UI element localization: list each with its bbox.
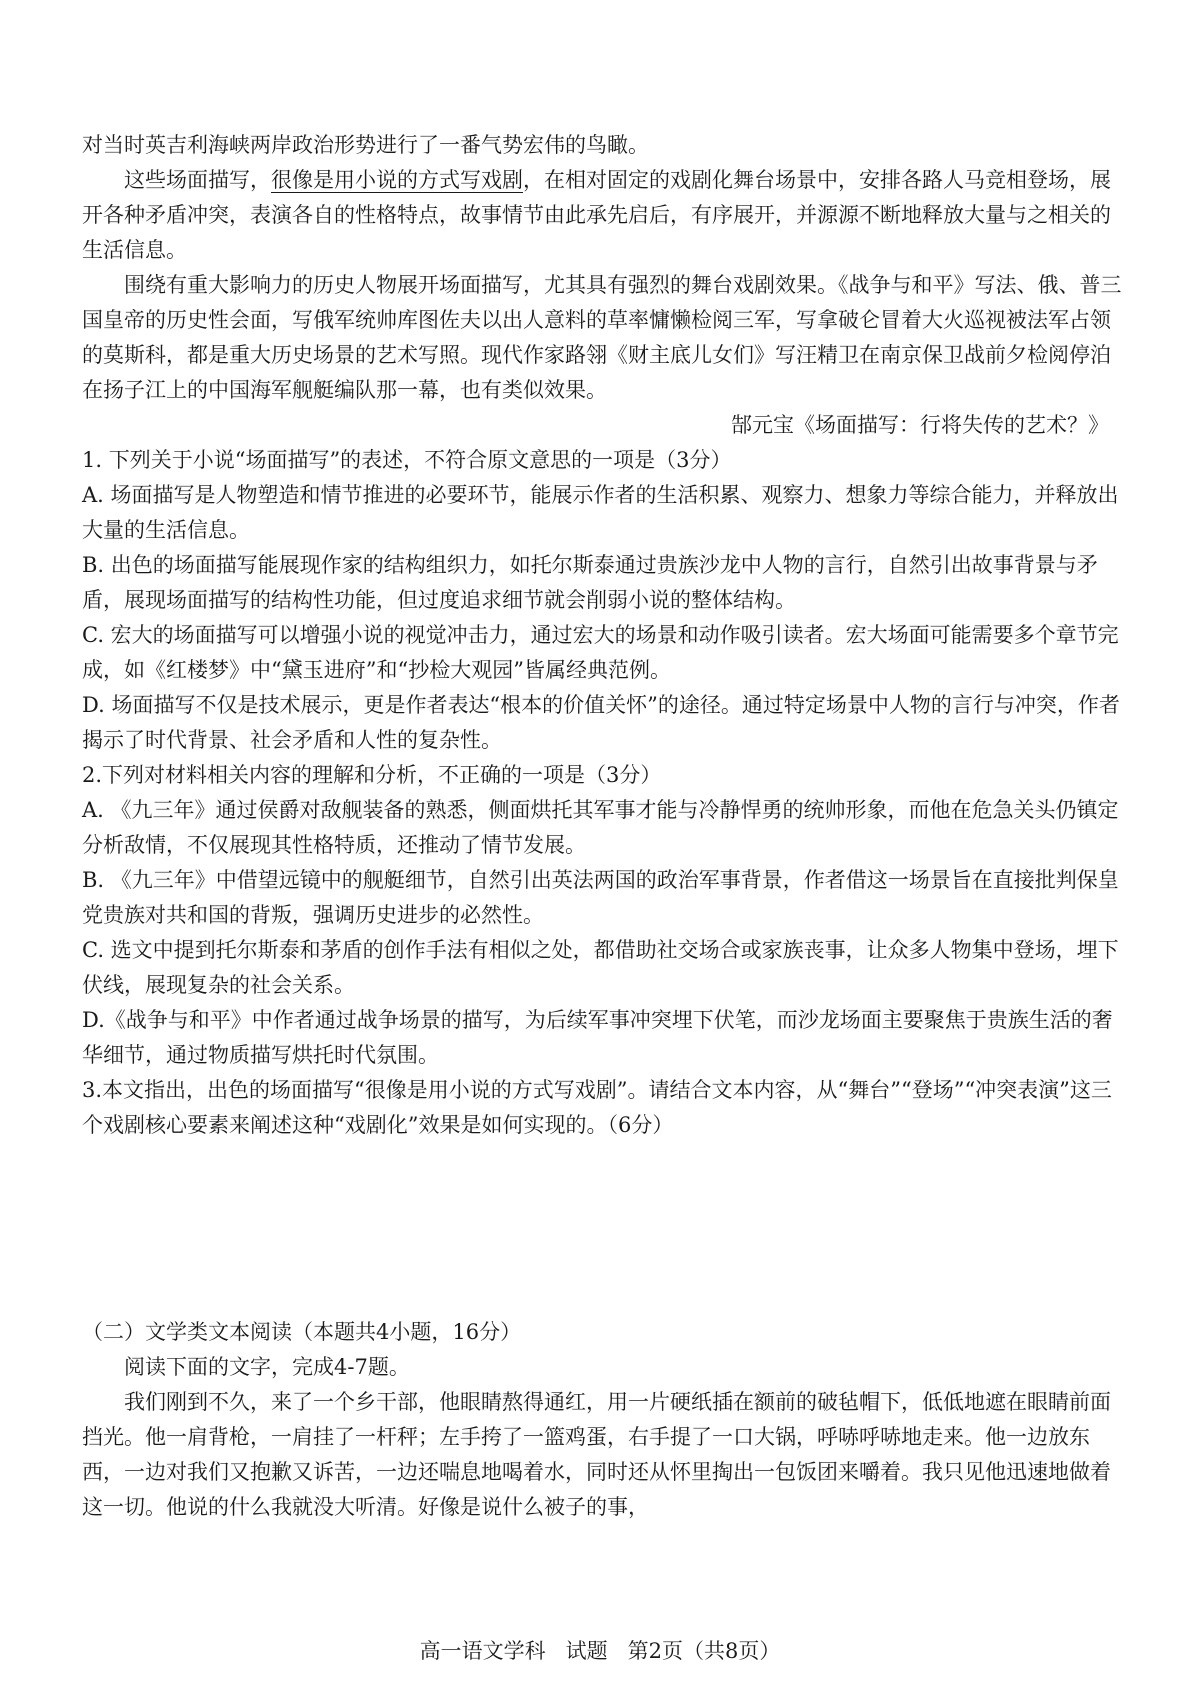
answer-space <box>82 1143 1127 1315</box>
question-3 <box>82 1073 1127 1143</box>
section-instruction: 阅读下面的文字，完成4-7题。 <box>124 1355 410 1379</box>
footer-type: 试题 <box>565 1639 608 1663</box>
question-option-b: B. 《九三年》中借望远镜中的舰艇细节，自然引出英法两国的政治军事背景，作者借这一场景旨在直接批判保皇党贵族对共和国的背叛，强调历史进步的必然性。 <box>82 868 1119 927</box>
question-option-d: D. 场面描写不仅是技术展示，更是作者表达“根本的价值关怀”的途径。通过特定场景中人物的言行与冲突，作者揭示了时代背景、社会矛盾和人性的复杂性。 <box>82 693 1120 752</box>
question-option-d: D.《战争与和平》中作者通过战争场景的描写，为后续军事冲突埋下伏笔，而沙龙场面主要聚焦于贵族生活的奢华细节，通过物质描写烘托时代氛围。 <box>82 1008 1113 1067</box>
underlined-phrase: 很像是用小说的方式写戏剧 <box>271 168 523 192</box>
question-stem: 3.本文指出，出色的场面描写“很像是用小说的方式写戏剧”。请结合文本内容，从“舞台”“登场”“冲突表演”这三个戏剧核心要素来阐述这种“戏剧化”效果是如何实现的。（6分） <box>82 1078 1112 1137</box>
footer-subject: 高一语文学科 <box>419 1639 546 1663</box>
story-paragraph: 我们刚到不久，来了一个乡干部，他眼睛熬得通红，用一片硬纸插在额前的破毡帽下，低低地遮在眼睛前面挡光。他一肩背枪，一肩挂了一杆秤；左手挎了一篮鸡蛋，右手提了一口大锅，呼哧呼哧地走来。他一边放东西，一边对我们又抱歉又诉苦，一边还喘息地喝着水，同时还从怀里掏出一包饭团来嚼着。我只见他迅速地做着这一切。他说的什么我就没大听清。好像是说什么被子的事， <box>82 1390 1111 1519</box>
question-option-c: C. 选文中提到托尔斯泰和茅盾的创作手法有相似之处，都借助社交场合或家族丧事，让众多人物集中登场，埋下伏线，展现复杂的社会关系。 <box>82 938 1119 997</box>
question-1 <box>82 443 1127 758</box>
passage-paragraph-0: 对当时英吉利海峡两岸政治形势进行了一番气势宏伟的鸟瞰。 <box>82 133 649 157</box>
page-footer <box>0 1636 1200 1666</box>
question-option-c: C. 宏大的场面描写可以增强小说的视觉冲击力，通过宏大的场景和动作吸引读者。宏大场面可能需要多个章节完成，如《红楼梦》中“黛玉进府”和“抄检大观园”皆属经典范例。 <box>82 623 1119 682</box>
section-heading: （二）文学类文本阅读（本题共4小题，16分） <box>82 1320 522 1344</box>
question-option-a: A. 《九三年》通过侯爵对敌舰装备的熟悉，侧面烘托其军事才能与冷静悍勇的统帅形象，而他在危急关头仍镇定分析敌情，不仅展现其性格特质，还推动了情节发展。 <box>82 798 1119 857</box>
question-stem: 2.下列对材料相关内容的理解和分析，不正确的一项是（3分） <box>82 763 662 787</box>
exam-page <box>82 128 1127 1525</box>
question-stem: 1. 下列关于小说“场面描写”的表述，不符合原文意思的一项是（3分） <box>82 448 732 472</box>
passage-source: 郜元宝《场面描写：行将失传的艺术？》 <box>731 413 1109 437</box>
question-option-a: A. 场面描写是人物塑造和情节推进的必要环节，能展示作者的生活积累、观察力、想象力等综合能力，并释放出大量的生活信息。 <box>82 483 1119 542</box>
passage-paragraph-1: 这些场面描写，很像是用小说的方式写戏剧，在相对固定的戏剧化舞台场景中，安排各路人马竞相登场，展开各种矛盾冲突，表演各自的性格特点，故事情节由此承先启后，有序展开，并源源不断地释放大量与之相关的生活信息。 <box>82 168 1111 262</box>
passage-paragraph-2: 围绕有重大影响力的历史人物展开场面描写，尤其具有强烈的舞台戏剧效果。《战争与和平》写法、俄、普三国皇帝的历史性会面，写俄军统帅库图佐夫以出人意料的草率慵懒检阅三军，写拿破仑冒着大火巡视被法军占领的莫斯科，都是重大历史场景的艺术写照。现代作家路翎《财主底儿女们》写汪精卫在南京保卫战前夕检阅停泊在扬子江上的中国海军舰艇编队那一幕，也有类似效果。 <box>82 273 1122 402</box>
footer-page-number: 第2页（共8页） <box>627 1639 781 1663</box>
question-2 <box>82 758 1127 1073</box>
question-option-b: B. 出色的场面描写能展现作家的结构组织力，如托尔斯泰通过贵族沙龙中人物的言行，自然引出故事背景与矛盾，展现场面描写的结构性功能，但过度追求细节就会削弱小说的整体结构。 <box>82 553 1098 612</box>
